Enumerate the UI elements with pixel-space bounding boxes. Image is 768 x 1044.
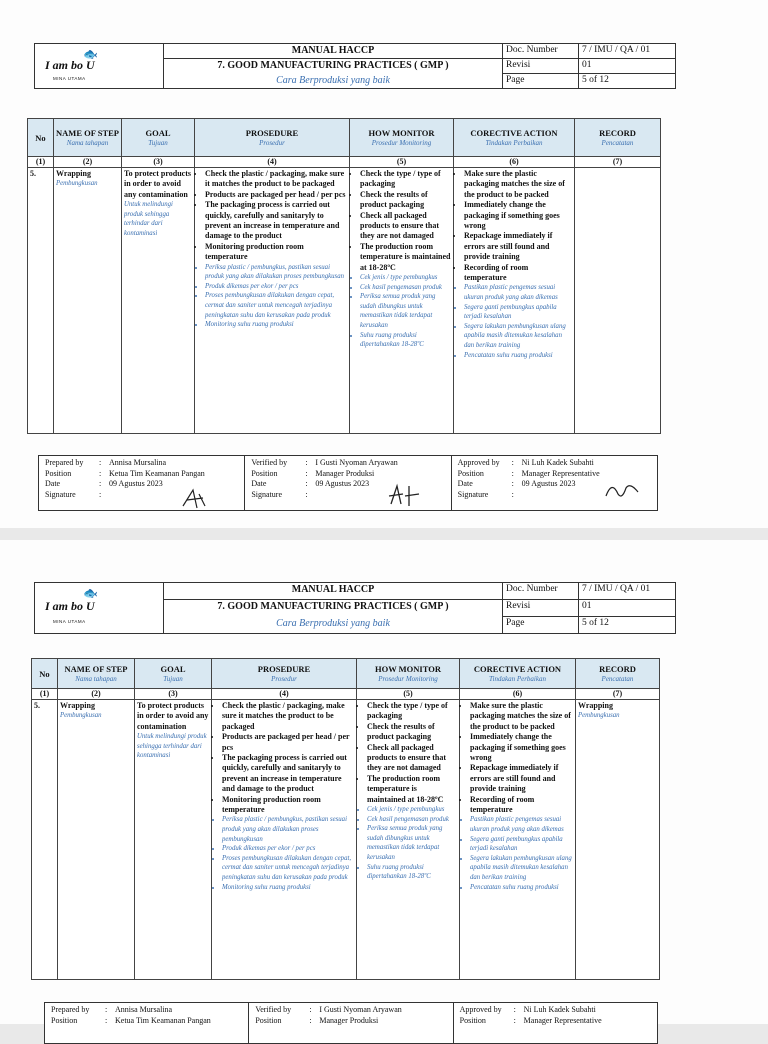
row-record: Wrapping Pembungkusan — [576, 700, 660, 980]
col-monitor: HOW MONITOR Prosedur Monitoring — [357, 659, 460, 689]
row-step: Wrapping Pembungkusan — [54, 168, 122, 434]
revisi-value: 01 — [582, 60, 592, 70]
section-title: 7. GOOD MANUFACTURING PRACTICES ( GMP ) — [217, 601, 449, 613]
col-goal: GOAL Tujuan — [122, 119, 195, 157]
row-corrective: • Make sure the plastic packaging matches the size of the product to be packed • Immediately change the packaging if something goes wrong • Repackage immediately if errors are still found and provide training • Recording of room temperature • Pastikan plastic pengemas sesuai ukuran produk yang akan dikemas • Segera ganti pembungkus apabila terjadi kesalahan • Segera lakukan pembungkusan ulang apabila masih ditemukan kesalahan dan berikan training • Pencatatan suhu ruang produksi — [454, 168, 575, 434]
col-step: NAME OF STEP Nama tahapan — [54, 119, 122, 157]
col-number: (3) — [135, 689, 212, 700]
col-number: (4) — [212, 689, 357, 700]
col-number: (7) — [576, 689, 660, 700]
col-number: (2) — [54, 157, 122, 168]
table-row — [32, 700, 660, 980]
row-step: Wrapping Pembungkusan — [58, 700, 135, 980]
doc-info — [503, 44, 675, 88]
logo-subtitle: MINA UTAMA — [53, 76, 86, 81]
doc-number-label: Doc. Number — [503, 583, 579, 599]
row-corrective: • Make sure the plastic packaging matches the size of the product to be packed • Immediately change the packaging if something goes wrong • Repackage immediately if errors are still found and provide training • Recording of room temperature • Pastikan plastic pengemas sesuai ukuran produk yang akan dikemas • Segera ganti pembungkus apabila terjadi kesalahan • Segera lakukan pembungkusan ulang apabila masih ditemukan kesalahan dan berikan training • Pencatatan suhu ruang produksi — [460, 700, 576, 980]
row-procedure: • Check the plastic / packaging, make sure it matches the product to be packaged • Products are packaged per head / per pcs • The packaging process is carried out quickly, carefully and sanitaryly to prevent an increase in temperature and damage to the product • Monitoring production room temperature • Periksa plastic / pembungkus, pastikan sesuai produk yang akan dilakukan proses pembungkusan • Produk dikemas per ekor / per pcs • Proses pembungkusan dilakukan dengan cepat, cermat dan saniter untuk mencegah terjadinya peningkatan suhu dan kerusakan pada produk • Monitoring suhu ruang produksi — [195, 168, 350, 434]
manual-title: MANUAL HACCP — [164, 44, 502, 59]
col-number: (2) — [58, 689, 135, 700]
prepared-by: Prepared by : Annisa Mursalina Position : Ketua Tim Keamanan Pangan — [51, 1005, 211, 1025]
document-header — [34, 582, 676, 634]
col-number: (4) — [195, 157, 350, 168]
gmp-table — [31, 658, 660, 980]
section-title: 7. GOOD MANUFACTURING PRACTICES ( GMP ) — [217, 60, 449, 72]
row-record — [575, 168, 661, 434]
logo-subtitle: MINA UTAMA — [53, 619, 86, 624]
col-number: (1) — [28, 157, 54, 168]
revisi-label: Revisi — [503, 600, 579, 616]
col-monitor: HOW MONITOR Prosedur Monitoring — [350, 119, 454, 157]
row-monitor: • Check the type / type of packaging • Check the results of product packaging • Check all packaged products to ensure that they are not damaged • The production room temperature is maintained at 18-28ºC • Cek jenis / type pembungkus • Cek hasil pengemasan produk • Periksa semua produk yang sudah dibungkus untuk memastikan tidak terdapat kerusakan • Suhu ruang produksi dipertahankan 18-28ºC — [350, 168, 454, 434]
col-record: RECORD Pencatatan — [575, 119, 661, 157]
col-number: (5) — [350, 157, 454, 168]
row-monitor: • Check the type / type of packaging • Check the results of product packaging • Check all packaged products to ensure that they are not damaged • The production room temperature is maintained at 18-28ºC • Cek jenis / type pembungkus • Cek hasil pengemasan produk • Periksa semua produk yang sudah dibungkus untuk memastikan tidak terdapat kerusakan • Suhu ruang produksi dipertahankan 18-28ºC — [357, 700, 460, 980]
col-number: (1) — [32, 689, 58, 700]
company-logo — [35, 44, 164, 88]
signature-block — [44, 1002, 658, 1044]
fish-icon: 🐟 — [83, 47, 98, 61]
doc-number-label: Doc. Number — [503, 44, 579, 58]
doc-number: 7 / IMU / QA / 01 — [582, 45, 651, 55]
col-step: NAME OF STEP Nama tahapan — [58, 659, 135, 689]
gmp-table — [27, 118, 661, 434]
row-no: 5. — [32, 700, 58, 980]
verified-by: Verified by : I Gusti Nyoman Aryawan Position : Manager Produksi — [248, 1003, 452, 1043]
col-number: (3) — [122, 157, 195, 168]
logo-text: I am bo U — [45, 599, 95, 613]
doc-number: 7 / IMU / QA / 01 — [582, 584, 651, 594]
row-goal: To protect products in order to avoid any contamination Untuk melindungi produk sehingga terhindar dari kontaminasi — [135, 700, 212, 980]
page-value: 5 of 12 — [582, 618, 609, 628]
col-number: (6) — [460, 689, 576, 700]
col-procedure: PROSEDURE Prosedur — [212, 659, 357, 689]
row-no: 5. — [28, 168, 54, 434]
fish-icon: 🐟 — [83, 586, 98, 600]
document-page-2 — [0, 540, 768, 1024]
col-no: No — [32, 659, 58, 689]
table-row — [28, 168, 661, 434]
col-number: (6) — [454, 157, 575, 168]
col-number: (5) — [357, 689, 460, 700]
col-goal: GOAL Tujuan — [135, 659, 212, 689]
prepared-by: Prepared by : Annisa Mursalina Position : Ketua Tim Keamanan Pangan Date : 09 Agustus 2023 Signature : — [39, 456, 244, 510]
logo-text: I am bo U — [45, 58, 95, 72]
doc-info — [503, 583, 675, 633]
signature-block — [38, 455, 658, 511]
col-no: No — [28, 119, 54, 157]
revisi-label: Revisi — [503, 59, 579, 73]
company-logo — [35, 583, 164, 633]
verified-by: Verified by : I Gusti Nyoman Aryawan Position : Manager Produksi Date : 09 Agustus 2023 Signature : — [244, 456, 450, 510]
col-record: RECORD Pencatatan — [576, 659, 660, 689]
page-label: Page — [503, 74, 579, 88]
col-corrective: CORECTIVE ACTION Tindakan Perbaikan — [454, 119, 575, 157]
page-value: 5 of 12 — [582, 75, 609, 85]
approved-by: Approved by : Ni Luh Kadek Subahti Position : Manager Representative Date : 09 Agustus 2023 Signature : — [451, 456, 657, 510]
row-goal: To protect products in order to avoid any contamination Untuk melindungi produk sehingga terhindar dari kontaminasi — [122, 168, 195, 434]
col-procedure: PROSEDURE Prosedur — [195, 119, 350, 157]
col-corrective: CORECTIVE ACTION Tindakan Perbaikan — [460, 659, 576, 689]
page-label: Page — [503, 617, 579, 633]
section-title-id: Cara Berproduksi yang baik — [276, 74, 390, 86]
row-procedure: • Check the plastic / packaging, make sure it matches the product to be packaged • Products are packaged per head / per pcs • The packaging process is carried out quickly, carefully and sanitaryly to prevent an increase in temperature and damage to the product • Monitoring production room temperature • Periksa plastic / pembungkus, pastikan sesuai produk yang akan dilakukan proses pembungkusan • Produk dikemas per ekor / per pcs • Proses pembungkusan dilakukan dengan cepat, cermat dan saniter untuk mencegah terjadinya peningkatan suhu dan kerusakan pada produk • Monitoring suhu ruang produksi — [212, 700, 357, 980]
section-title-id: Cara Berproduksi yang baik — [276, 617, 390, 629]
manual-title: MANUAL HACCP — [164, 583, 502, 600]
document-header — [34, 43, 676, 89]
col-number: (7) — [575, 157, 661, 168]
revisi-value: 01 — [582, 601, 592, 611]
approved-by: Approved by : Ni Luh Kadek Subahti Position : Manager Representative — [453, 1003, 657, 1043]
